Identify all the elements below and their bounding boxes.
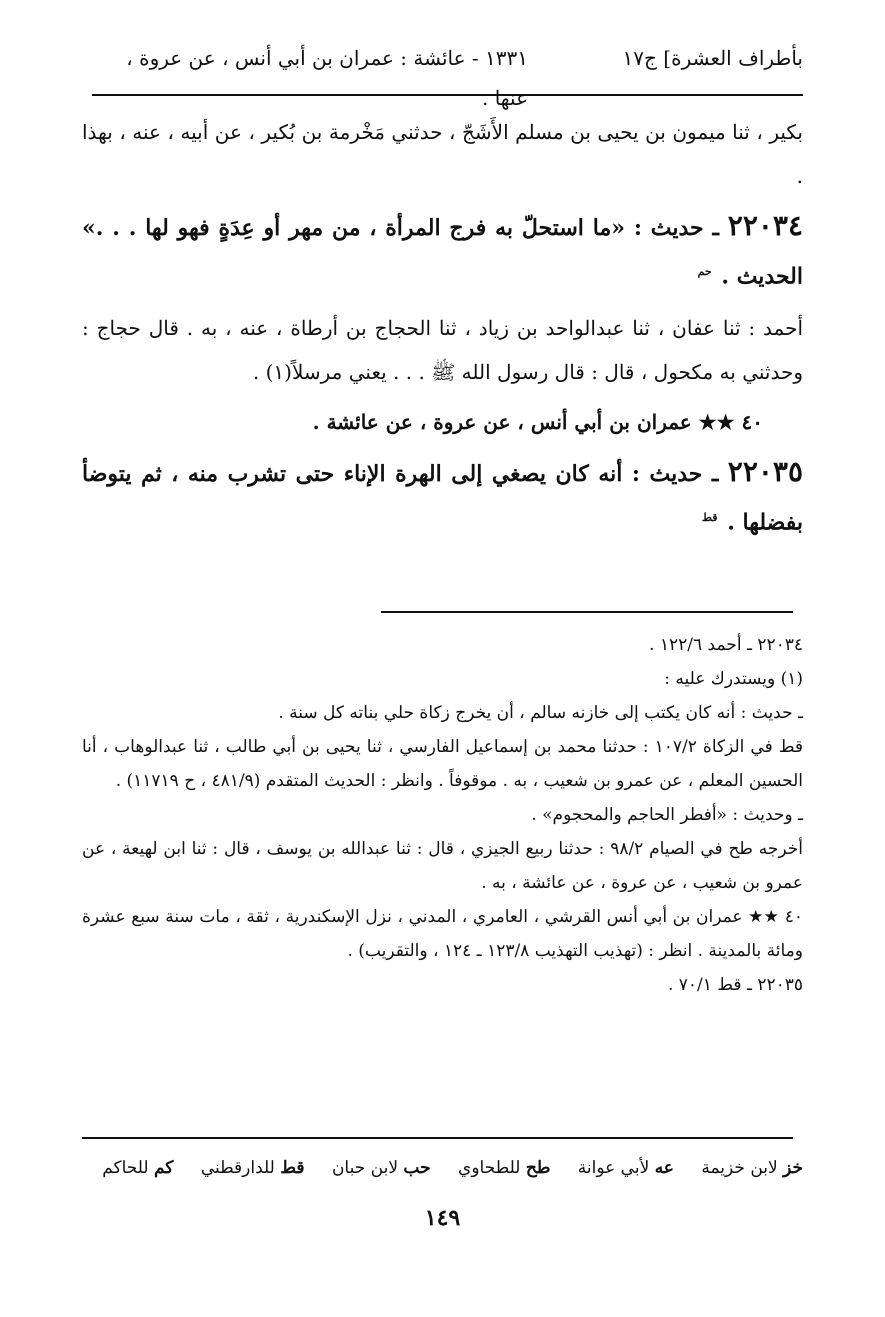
footnote-line: أخرجه طح في الصيام ٩٨/٢ : حدثنا ربيع الجيزي ، قال : ثنا عبدالله بن يوسف ، قال : ثنا ابن لهيعة ، عن عمرو بن شعيب ، عن عروة ، عن عائشة ، به .	[82, 839, 803, 893]
entry-text: ـ حديث : أنه كان يصغي إلى الهرة الإناء حتى تشرب منه ، ثم يتوضأ بفضلها .	[82, 461, 803, 536]
footnote-line: ٤٠ ★★ عمران بن أبي أنس القرشي ، العامري ، المدني ، نزل الإسكندرية ، ثقة ، مات سنة سبع عشرة ومائة بالمدينة . انظر : (تهذيب التهذيب ١٢٣/٨ ـ ١٢٤ ، والتقريب) .	[82, 907, 803, 961]
footnote-line: ـ حديث : أنه كان يكتب إلى خازنه سالم ، أن يخرج زكاة حلي بناته كل سنة .	[278, 703, 803, 723]
entry-number: ٢٢٠٣٥	[727, 455, 803, 489]
source-code: قط	[701, 511, 718, 525]
abbreviations-divider	[82, 1137, 793, 1139]
hadith-entry-22035	[82, 450, 803, 544]
paragraph-continuation: بكير ، ثنا ميمون بن يحيى بن مسلم الأَشَجّ ، حدثني مَخْرمة بن بُكير ، عن أبيه ، عنه ، بهذا .	[82, 120, 803, 188]
hadith-entry-22034	[82, 204, 803, 298]
abbreviation-item: طح للطحاوي	[458, 1158, 551, 1178]
abbreviation-item: خز لابن خزيمة	[701, 1158, 803, 1178]
narrator-heading: ٤٠ ★★ عمران بن أبي أنس ، عن عروة ، عن عائشة .	[312, 410, 763, 435]
abbreviation-item: حب لابن حبان	[331, 1158, 431, 1178]
header-divider	[92, 94, 803, 96]
footnote-line: قط في الزكاة ١٠٧/٢ : حدثنا محمد بن إسماعيل الفارسي ، ثنا يحيى بن أبي طالب ، ثنا عبدالوهاب ، أنا الحسين المعلم ، عن عمرو بن شعيب ، به . موقوفاً . وانظر : الحديث المتقدم (٤٨١/٩ ، ح ١١٧١٩) .	[82, 737, 804, 791]
footnotes	[82, 628, 803, 1002]
abbreviation-item: عه لأبي عوانة	[577, 1158, 674, 1178]
abbreviation-item: قط للدارقطني	[200, 1158, 305, 1178]
header-book-title: بأطراف العشرة] ج١٧	[622, 46, 803, 70]
paragraph-isnad: أحمد : ثنا عفان ، ثنا عبدالواحد بن زياد ، ثنا الحجاج بن أرطاة ، عنه ، به . قال حجاج : وحدثني به مكحول ، قال : قال رسول الله ﷺ . . . يعني مرسلاً(١) .	[82, 316, 803, 385]
footnote-divider	[381, 611, 793, 613]
page-number: ١٤٩	[424, 1205, 461, 1231]
entry-text: ـ حديث : «ما استحلّ به فرج المرأة ، من مهر أو عِدَةٍ فهو لها . . .» الحديث .	[82, 215, 803, 290]
entry-number: ٢٢٠٣٤	[727, 209, 803, 242]
footnote-line: ـ وحديث : «أفطر الحاجم والمحجوم» .	[531, 805, 803, 825]
source-code: حم	[697, 265, 712, 278]
abbreviation-item: كم للحاكم	[102, 1158, 174, 1178]
running-header	[92, 38, 803, 110]
footnote-line: ٢٢٠٣٤ ـ أحمد ١٢٢/٦ .	[649, 635, 803, 655]
footnote-line: ٢٢٠٣٥ ـ قط ٧٠/١ .	[667, 975, 803, 995]
main-text	[82, 110, 803, 545]
footnote-line: (١) ويستدرك عليه :	[664, 669, 803, 689]
header-entry: ١٣٣١ - عائشة : عمران بن أبي أنس ، عن عروة ، عنها .	[126, 46, 528, 110]
abbreviations-key	[82, 1148, 803, 1188]
